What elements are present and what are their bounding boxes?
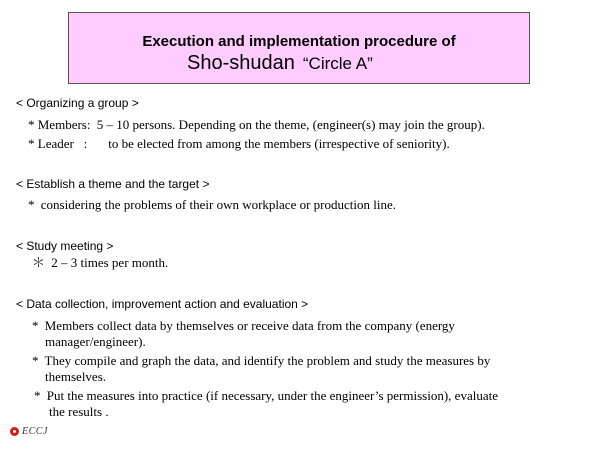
leader-label: * Leader : [28,136,88,151]
collect-text-line-1: Members collect data by themselves or receive data from the company (energy [44,318,455,333]
title-line-1: Execution and implementation procedure of [142,33,456,50]
eccj-logo [10,426,48,437]
eccj-logo-text: ECCJ [22,426,48,437]
item-put-measures [34,388,498,404]
item-study [32,255,168,271]
study-text: 2 – 3 times per month. [51,255,169,270]
heading-establish-theme: < Establish a theme and the target > [16,177,210,191]
title-line-2 [187,51,373,76]
measures-text-line-1: Put the measures into practice (if necessary, under the engineer’s permission), evaluate [46,388,498,403]
item-compile-data [32,353,490,369]
compile-mark: * [32,353,39,368]
collect-text-line-2: manager/engineer). [45,334,146,349]
measures-mark: * [34,388,41,403]
eccj-logo-icon [10,427,19,436]
item-theme [28,197,396,213]
leader-text: to be elected from among the members (irrespective of seniority). [108,136,450,151]
study-mark: ＊ [32,255,46,270]
title-sho-shudan: Sho-shudan [187,52,295,74]
item-collect-data [32,318,455,334]
collect-mark: * [32,318,39,333]
theme-mark: * [28,197,35,212]
compile-text-line-1: They compile and graph the data, and identify the problem and study the measures by [44,353,491,368]
title-circle-a: “Circle A” [302,54,373,73]
item-leader [28,136,450,152]
item-members [28,117,485,133]
members-text: 5 – 10 persons. Depending on the theme, (engineer(s) may join the group). [96,117,485,132]
members-label: * Members: [28,117,91,132]
heading-data-collection: < Data collection, improvement action and evaluation > [16,297,309,311]
heading-study-meeting: < Study meeting > [16,239,114,253]
compile-text-line-2: themselves. [45,369,107,384]
heading-organizing-group: < Organizing a group > [16,96,139,110]
theme-text: considering the problems of their own workplace or production line. [40,197,396,212]
title-box [68,12,530,84]
measures-text-line-2: the results . [49,404,109,419]
